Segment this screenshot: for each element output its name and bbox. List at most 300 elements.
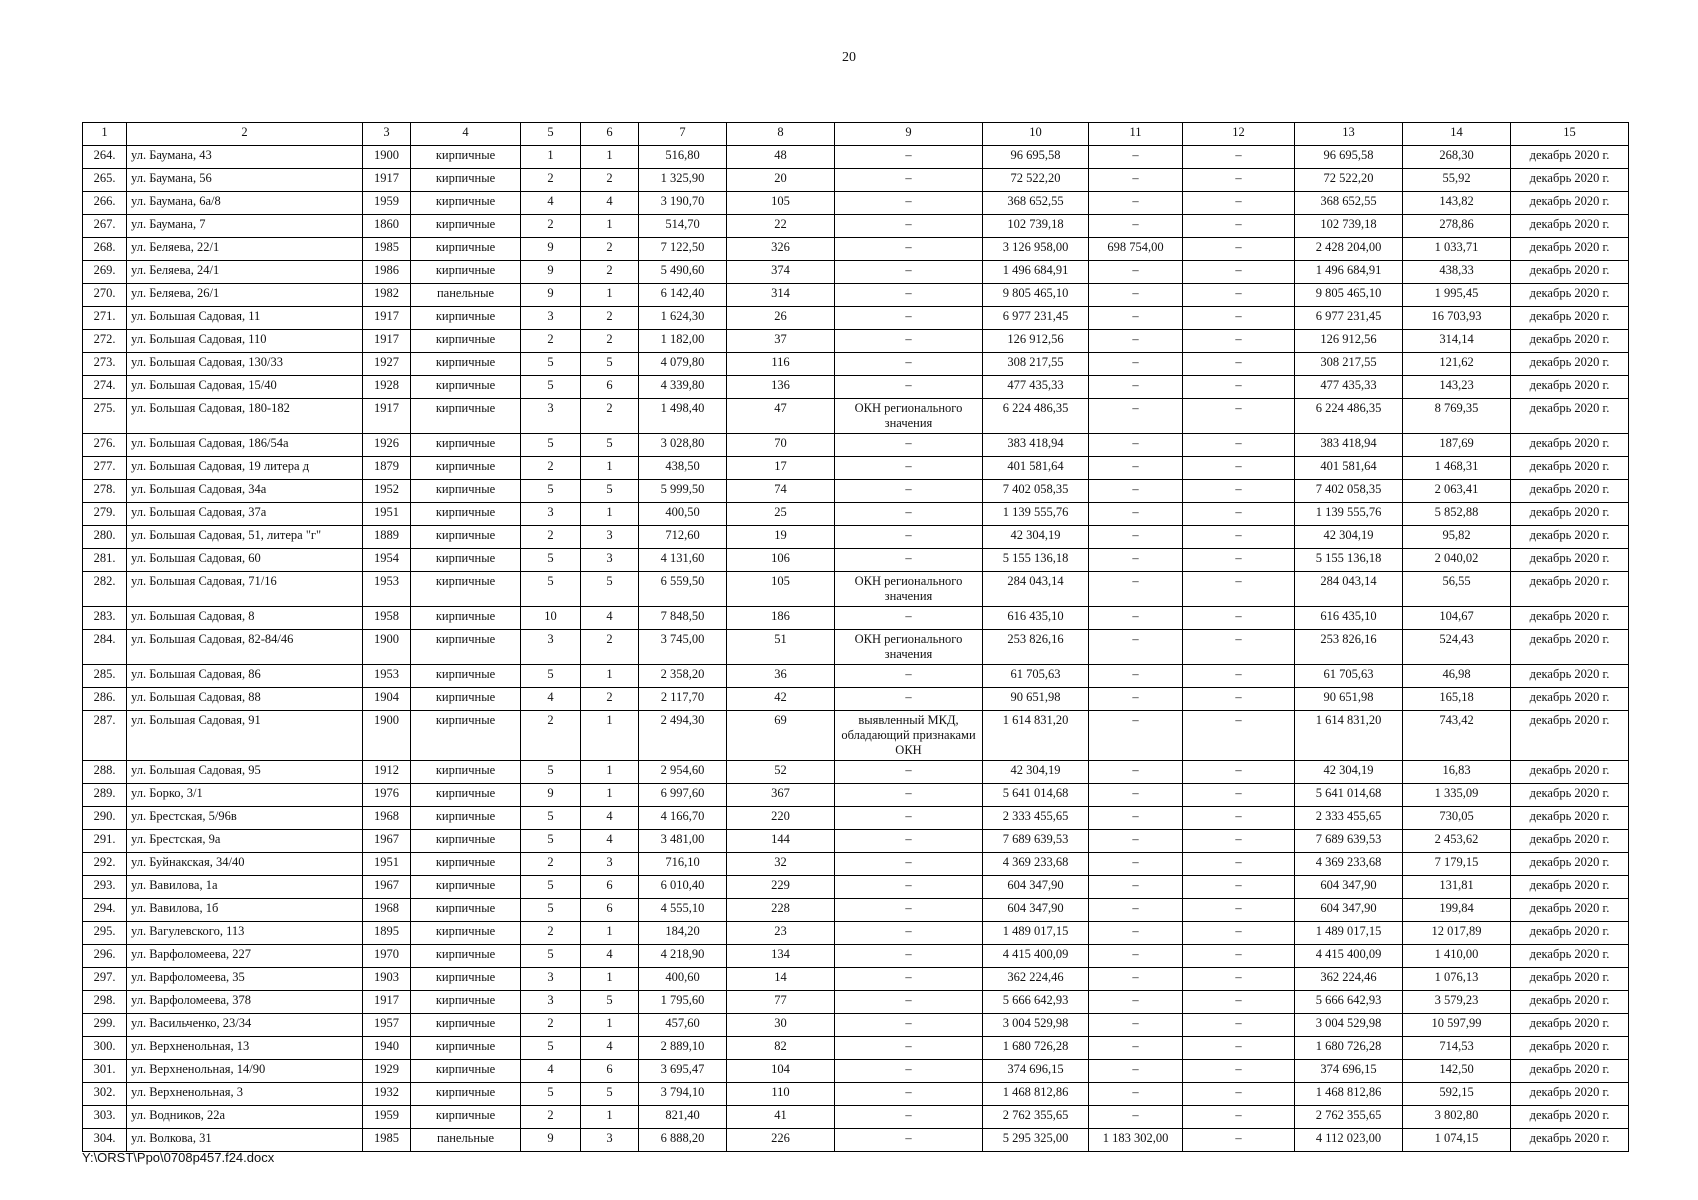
table-cell: 276. (83, 434, 127, 457)
table-cell: 3 579,23 (1403, 991, 1511, 1014)
table-cell: 5 999,50 (639, 480, 727, 503)
table-cell: декабрь 2020 г. (1511, 399, 1629, 434)
table-cell: 6 888,20 (639, 1129, 727, 1152)
table-cell: 22 (727, 215, 835, 238)
table-cell: 1951 (363, 853, 411, 876)
table-cell: 1 496 684,91 (983, 261, 1089, 284)
table-cell: 32 (727, 853, 835, 876)
table-cell: декабрь 2020 г. (1511, 991, 1629, 1014)
table-cell: – (1089, 968, 1183, 991)
table-row (83, 307, 1629, 330)
table-cell: кирпичные (411, 169, 521, 192)
table-cell: 400,50 (639, 503, 727, 526)
table-cell: 25 (727, 503, 835, 526)
table-cell: 30 (727, 1014, 835, 1037)
column-header: 5 (521, 123, 581, 146)
table-cell: 616 435,10 (983, 607, 1089, 630)
table-cell: 7 179,15 (1403, 853, 1511, 876)
table-cell: 61 705,63 (1295, 665, 1403, 688)
table-cell: декабрь 2020 г. (1511, 1037, 1629, 1060)
table-cell: 26 (727, 307, 835, 330)
table-cell: 326 (727, 238, 835, 261)
table-cell: 199,84 (1403, 899, 1511, 922)
table-cell: кирпичные (411, 876, 521, 899)
table-cell: кирпичные (411, 688, 521, 711)
table-cell: ул. Большая Садовая, 88 (127, 688, 363, 711)
table-cell: 1985 (363, 238, 411, 261)
table-cell: 6 (581, 899, 639, 922)
table-cell: – (1089, 399, 1183, 434)
table-cell: 1 795,60 (639, 991, 727, 1014)
table-cell: 5 (521, 434, 581, 457)
table-cell: декабрь 2020 г. (1511, 215, 1629, 238)
table-cell: – (1089, 1060, 1183, 1083)
table-cell: декабрь 2020 г. (1511, 761, 1629, 784)
table-cell: кирпичные (411, 215, 521, 238)
table-cell: 1952 (363, 480, 411, 503)
table-cell: 1 325,90 (639, 169, 727, 192)
table-cell: – (1183, 945, 1295, 968)
table-cell: 271. (83, 307, 127, 330)
table-cell: кирпичные (411, 307, 521, 330)
table-cell: 2 333 455,65 (983, 807, 1089, 830)
table-cell: декабрь 2020 г. (1511, 1060, 1629, 1083)
table-cell: ул. Большая Садовая, 86 (127, 665, 363, 688)
table-cell: декабрь 2020 г. (1511, 353, 1629, 376)
table-cell: 7 402 058,35 (983, 480, 1089, 503)
table-cell: 1 489 017,15 (983, 922, 1089, 945)
table-cell: 604 347,90 (1295, 899, 1403, 922)
table-cell: 5 (581, 1083, 639, 1106)
table-cell: декабрь 2020 г. (1511, 146, 1629, 169)
table-cell: 1 468 812,86 (983, 1083, 1089, 1106)
table-cell: 9 (521, 784, 581, 807)
table-cell: 1967 (363, 876, 411, 899)
table-cell: 284 043,14 (1295, 572, 1403, 607)
table-cell: 69 (727, 711, 835, 761)
table-cell: – (1089, 830, 1183, 853)
housing-table (82, 122, 1629, 1152)
table-row (83, 688, 1629, 711)
table-cell: декабрь 2020 г. (1511, 1106, 1629, 1129)
table-cell: декабрь 2020 г. (1511, 1129, 1629, 1152)
table-cell: 1958 (363, 607, 411, 630)
table-cell: ул. Борко, 3/1 (127, 784, 363, 807)
table-cell: кирпичные (411, 549, 521, 572)
table-cell: 5 666 642,93 (983, 991, 1089, 1014)
table-cell: 3 481,00 (639, 830, 727, 853)
table-cell: 1957 (363, 1014, 411, 1037)
table-cell: ул. Большая Садовая, 15/40 (127, 376, 363, 399)
table-cell: 4 (581, 607, 639, 630)
table-cell: 3 (521, 399, 581, 434)
table-cell: 142,50 (1403, 1060, 1511, 1083)
table-cell: 1900 (363, 630, 411, 665)
table-cell: 2 (581, 399, 639, 434)
column-header: 15 (1511, 123, 1629, 146)
table-cell: кирпичные (411, 572, 521, 607)
table-cell: 9 (521, 1129, 581, 1152)
table-cell: декабрь 2020 г. (1511, 284, 1629, 307)
table-cell: 1860 (363, 215, 411, 238)
table-cell: 1953 (363, 572, 411, 607)
table-cell: кирпичные (411, 899, 521, 922)
table-cell: декабрь 2020 г. (1511, 630, 1629, 665)
table-cell: кирпичные (411, 853, 521, 876)
table-cell: кирпичные (411, 922, 521, 945)
table-row (83, 169, 1629, 192)
table-cell: кирпичные (411, 376, 521, 399)
table-cell: – (1089, 307, 1183, 330)
column-header: 1 (83, 123, 127, 146)
table-cell: 5 (521, 353, 581, 376)
table-cell: – (835, 192, 983, 215)
table-cell: 2 (521, 853, 581, 876)
table-cell: 253 826,16 (1295, 630, 1403, 665)
table-cell: 296. (83, 945, 127, 968)
table-cell: 46,98 (1403, 665, 1511, 688)
table-cell: ОКН регионального значения (835, 399, 983, 434)
table-row (83, 261, 1629, 284)
table-cell: 2 453,62 (1403, 830, 1511, 853)
table-cell: – (835, 830, 983, 853)
table-cell: 1 614 831,20 (1295, 711, 1403, 761)
table-cell: – (1183, 284, 1295, 307)
table-cell: 3 (521, 503, 581, 526)
table-cell: – (1089, 784, 1183, 807)
table-row (83, 146, 1629, 169)
table-cell: 220 (727, 807, 835, 830)
table-cell: – (1183, 549, 1295, 572)
table-cell: 7 689 639,53 (1295, 830, 1403, 853)
table-cell: кирпичные (411, 1106, 521, 1129)
table-cell: кирпичные (411, 238, 521, 261)
table-cell: 4 (581, 830, 639, 853)
table-cell: декабрь 2020 г. (1511, 807, 1629, 830)
table-cell: 1903 (363, 968, 411, 991)
table-cell: декабрь 2020 г. (1511, 238, 1629, 261)
table-cell: 5 155 136,18 (983, 549, 1089, 572)
table-cell: 5 155 136,18 (1295, 549, 1403, 572)
table-cell: 714,53 (1403, 1037, 1511, 1060)
table-cell: 4 218,90 (639, 945, 727, 968)
table-cell: – (1183, 526, 1295, 549)
table-cell: 277. (83, 457, 127, 480)
table-cell: 74 (727, 480, 835, 503)
table-cell: 1 (581, 784, 639, 807)
table-cell: 1 (581, 968, 639, 991)
table-cell: 400,60 (639, 968, 727, 991)
table-cell: 1968 (363, 899, 411, 922)
table-cell: 72 522,20 (983, 169, 1089, 192)
table-cell: – (835, 1129, 983, 1152)
table-cell: кирпичные (411, 991, 521, 1014)
table-cell: 1 074,15 (1403, 1129, 1511, 1152)
table-cell: 294. (83, 899, 127, 922)
table-cell: – (835, 665, 983, 688)
table-cell: – (835, 503, 983, 526)
table-cell: 300. (83, 1037, 127, 1060)
table-cell: – (1089, 711, 1183, 761)
table-cell: декабрь 2020 г. (1511, 968, 1629, 991)
housing-table-container (82, 122, 1629, 1152)
table-cell: 2 494,30 (639, 711, 727, 761)
table-cell: – (1183, 307, 1295, 330)
table-cell: 821,40 (639, 1106, 727, 1129)
table-cell: – (835, 307, 983, 330)
table-cell: кирпичные (411, 434, 521, 457)
table-cell: 287. (83, 711, 127, 761)
table-cell: – (1089, 607, 1183, 630)
table-cell: 228 (727, 899, 835, 922)
table-cell: – (1089, 1083, 1183, 1106)
table-cell: 82 (727, 1037, 835, 1060)
table-cell: кирпичные (411, 261, 521, 284)
table-cell: – (1089, 169, 1183, 192)
table-cell: 4 079,80 (639, 353, 727, 376)
table-cell: 1900 (363, 146, 411, 169)
table-cell: 2 (521, 215, 581, 238)
table-cell: – (835, 688, 983, 711)
table-cell: 3 190,70 (639, 192, 727, 215)
table-cell: – (1089, 761, 1183, 784)
table-cell: – (1183, 830, 1295, 853)
table-cell: – (1183, 688, 1295, 711)
table-cell: кирпичные (411, 480, 521, 503)
table-row (83, 991, 1629, 1014)
table-cell: 7 402 058,35 (1295, 480, 1403, 503)
page-number: 20 (842, 50, 856, 65)
table-cell: – (1089, 665, 1183, 688)
table-cell: 102 739,18 (983, 215, 1089, 238)
table-cell: 56,55 (1403, 572, 1511, 607)
table-cell: – (835, 238, 983, 261)
table-cell: ул. Брестская, 9а (127, 830, 363, 853)
table-cell: ул. Большая Садовая, 8 (127, 607, 363, 630)
table-cell: кирпичные (411, 1060, 521, 1083)
table-cell: – (1183, 169, 1295, 192)
table-row (83, 665, 1629, 688)
table-cell: 270. (83, 284, 127, 307)
table-cell: ул. Большая Садовая, 11 (127, 307, 363, 330)
table-cell: кирпичные (411, 526, 521, 549)
table-cell: декабрь 2020 г. (1511, 526, 1629, 549)
table-cell: 2 (581, 330, 639, 353)
table-cell: 6 010,40 (639, 876, 727, 899)
table-cell: ул. Беляева, 22/1 (127, 238, 363, 261)
table-cell: 1 614 831,20 (983, 711, 1089, 761)
table-cell: 2 954,60 (639, 761, 727, 784)
table-cell: 1 (581, 711, 639, 761)
table-cell: 2 762 355,65 (983, 1106, 1089, 1129)
table-cell: 291. (83, 830, 127, 853)
table-cell: – (835, 215, 983, 238)
column-header: 4 (411, 123, 521, 146)
table-cell: 3 (581, 549, 639, 572)
table-cell: ул. Варфоломеева, 35 (127, 968, 363, 991)
table-cell: 698 754,00 (1089, 238, 1183, 261)
table-cell: – (1089, 1106, 1183, 1129)
table-row (83, 399, 1629, 434)
table-cell: 514,70 (639, 215, 727, 238)
table-cell: 264. (83, 146, 127, 169)
table-cell: ул. Верхненольная, 3 (127, 1083, 363, 1106)
table-cell: кирпичные (411, 1037, 521, 1060)
table-cell: 374 696,15 (1295, 1060, 1403, 1083)
table-cell: 401 581,64 (983, 457, 1089, 480)
table-cell: 2 (581, 169, 639, 192)
table-cell: декабрь 2020 г. (1511, 549, 1629, 572)
table-cell: 3 802,80 (1403, 1106, 1511, 1129)
table-row (83, 549, 1629, 572)
table-cell: 104,67 (1403, 607, 1511, 630)
table-cell: – (1183, 238, 1295, 261)
table-cell: – (1089, 353, 1183, 376)
table-cell: 303. (83, 1106, 127, 1129)
table-cell: декабрь 2020 г. (1511, 1083, 1629, 1106)
table-cell: 457,60 (639, 1014, 727, 1037)
table-cell: 1959 (363, 1106, 411, 1129)
table-row (83, 968, 1629, 991)
table-cell: 52 (727, 761, 835, 784)
table-cell: 1926 (363, 434, 411, 457)
table-cell: 1 033,71 (1403, 238, 1511, 261)
table-cell: 1917 (363, 169, 411, 192)
table-cell: ул. Брестская, 5/96в (127, 807, 363, 830)
table-row (83, 630, 1629, 665)
table-cell: 2 (521, 922, 581, 945)
table-cell: 1 624,30 (639, 307, 727, 330)
table-cell: 2 (521, 711, 581, 761)
table-cell: – (1089, 1037, 1183, 1060)
table-cell: ул. Баумана, 6а/8 (127, 192, 363, 215)
table-cell: – (1183, 457, 1295, 480)
table-cell: 96 695,58 (1295, 146, 1403, 169)
table-cell: – (1183, 1083, 1295, 1106)
table-row (83, 480, 1629, 503)
table-cell: – (1183, 434, 1295, 457)
table-cell: 592,15 (1403, 1083, 1511, 1106)
table-cell: кирпичные (411, 146, 521, 169)
table-cell: декабрь 2020 г. (1511, 192, 1629, 215)
table-cell: ул. Верхненольная, 14/90 (127, 1060, 363, 1083)
table-cell: 1929 (363, 1060, 411, 1083)
table-cell: 96 695,58 (983, 146, 1089, 169)
table-cell: 3 (581, 853, 639, 876)
table-cell: – (1089, 630, 1183, 665)
table-cell: декабрь 2020 г. (1511, 922, 1629, 945)
table-cell: – (835, 434, 983, 457)
table-cell: 1 468,31 (1403, 457, 1511, 480)
column-header: 13 (1295, 123, 1403, 146)
table-cell: 2 889,10 (639, 1037, 727, 1060)
table-cell: – (1089, 146, 1183, 169)
table-cell: 2 333 455,65 (1295, 807, 1403, 830)
table-cell: кирпичные (411, 192, 521, 215)
table-cell: – (1089, 526, 1183, 549)
table-cell: 3 (521, 630, 581, 665)
table-cell: 4 112 023,00 (1295, 1129, 1403, 1152)
table-row (83, 830, 1629, 853)
table-cell: 273. (83, 353, 127, 376)
table-cell: кирпичные (411, 968, 521, 991)
table-cell: 1 183 302,00 (1089, 1129, 1183, 1152)
table-cell: 2 428 204,00 (1295, 238, 1403, 261)
table-cell: 5 (521, 830, 581, 853)
table-cell: ул. Большая Садовая, 71/16 (127, 572, 363, 607)
table-cell: 20 (727, 169, 835, 192)
table-cell: 4 (521, 688, 581, 711)
table-cell: ул. Большая Садовая, 60 (127, 549, 363, 572)
table-cell: – (1183, 330, 1295, 353)
table-row (83, 572, 1629, 607)
table-cell: ул. Большая Садовая, 180-182 (127, 399, 363, 434)
table-cell: 1917 (363, 307, 411, 330)
table-cell: 2 063,41 (1403, 480, 1511, 503)
table-cell: 1 (581, 457, 639, 480)
column-header: 11 (1089, 123, 1183, 146)
table-cell: 1986 (363, 261, 411, 284)
table-cell: 374 696,15 (983, 1060, 1089, 1083)
table-cell: 70 (727, 434, 835, 457)
table-cell: 604 347,90 (1295, 876, 1403, 899)
table-cell: 116 (727, 353, 835, 376)
table-cell: 51 (727, 630, 835, 665)
table-cell: – (1183, 503, 1295, 526)
table-cell: декабрь 2020 г. (1511, 784, 1629, 807)
table-cell: 41 (727, 1106, 835, 1129)
table-cell: 3 (581, 526, 639, 549)
table-row (83, 1014, 1629, 1037)
table-row (83, 353, 1629, 376)
table-cell: 280. (83, 526, 127, 549)
table-cell: 293. (83, 876, 127, 899)
table-cell: 716,10 (639, 853, 727, 876)
table-cell: 105 (727, 192, 835, 215)
table-cell: – (1089, 376, 1183, 399)
table-cell: 2 (521, 330, 581, 353)
table-cell: – (1183, 968, 1295, 991)
table-cell: 4 369 233,68 (1295, 853, 1403, 876)
table-cell: 226 (727, 1129, 835, 1152)
table-cell: ул. Варфоломеева, 227 (127, 945, 363, 968)
table-cell: 477 435,33 (1295, 376, 1403, 399)
table-cell: 285. (83, 665, 127, 688)
table-cell: 77 (727, 991, 835, 1014)
table-cell: 9 (521, 238, 581, 261)
table-cell: – (1089, 330, 1183, 353)
table-cell: 278,86 (1403, 215, 1511, 238)
table-cell: панельные (411, 1129, 521, 1152)
table-cell: – (1089, 1014, 1183, 1037)
table-cell: кирпичные (411, 665, 521, 688)
table-cell: 4 166,70 (639, 807, 727, 830)
table-cell: 9 805 465,10 (1295, 284, 1403, 307)
table-cell: 6 977 231,45 (983, 307, 1089, 330)
table-cell: 6 224 486,35 (983, 399, 1089, 434)
table-cell: 1895 (363, 922, 411, 945)
table-cell: 121,62 (1403, 353, 1511, 376)
table-cell: 1 (581, 761, 639, 784)
table-cell: – (1089, 434, 1183, 457)
table-cell: кирпичные (411, 761, 521, 784)
table-cell: 272. (83, 330, 127, 353)
table-cell: 144 (727, 830, 835, 853)
table-cell: 16,83 (1403, 761, 1511, 784)
table-cell: 712,60 (639, 526, 727, 549)
table-cell: ул. Большая Садовая, 110 (127, 330, 363, 353)
table-cell: – (1089, 688, 1183, 711)
